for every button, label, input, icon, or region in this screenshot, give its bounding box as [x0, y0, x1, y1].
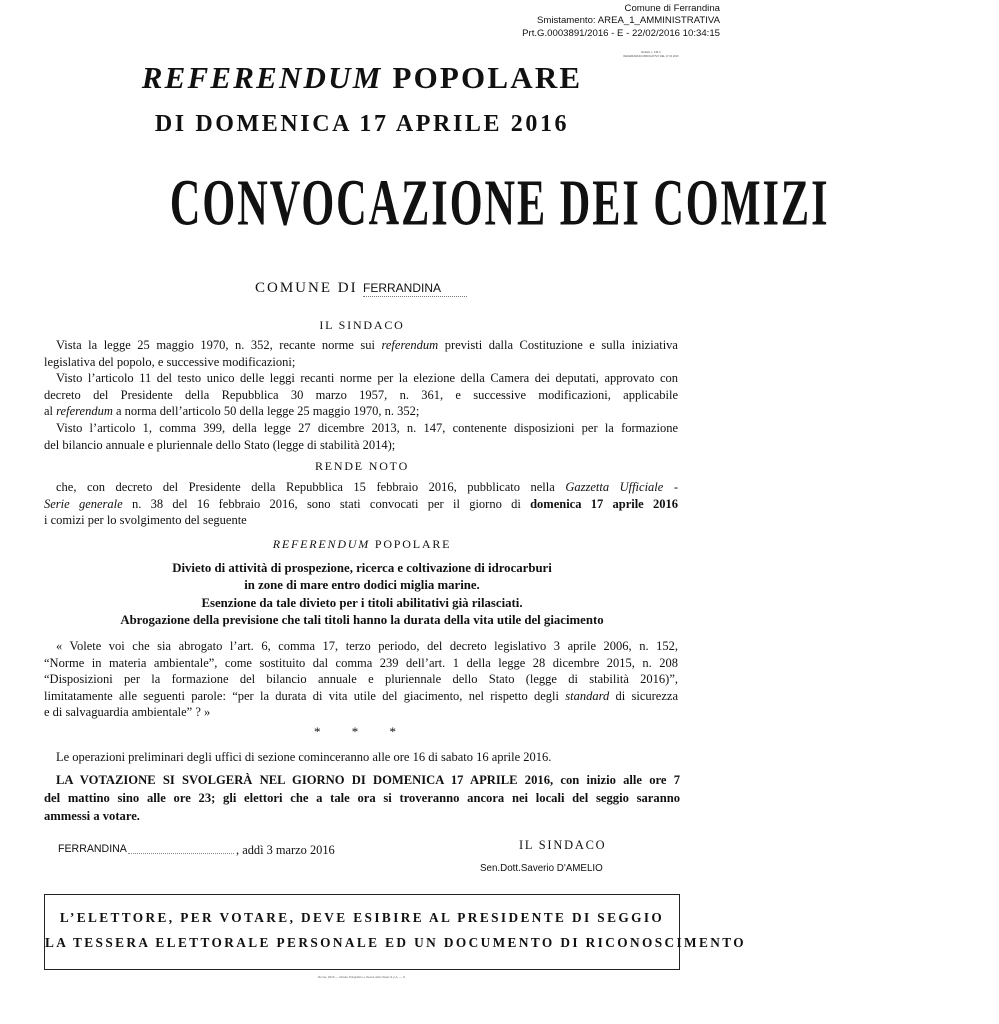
preamble-line: al referendum a norma dell’articolo 50 della legge 25 maggio 1970, n. 352; — [44, 404, 420, 419]
quesito-line: e di salvaguardia ambientale” ? » — [44, 705, 211, 720]
signature-place: FERRANDINA — [58, 843, 127, 855]
place-dotted-line — [128, 853, 234, 854]
notice — [44, 479, 678, 529]
box-line: L’ELETTORE, PER VOTARE, DEVE ESIBIRE AL PRESIDENTE DI SEGGIO — [59, 910, 665, 925]
question-line: Esenzione da tale divieto per i titoli abilitativi già rilasciati. — [201, 595, 523, 610]
operazioni-text — [44, 749, 678, 766]
question-line: Divieto di attività di prospezione, ricerca e coltivazione di idrocarburi — [172, 561, 552, 575]
votazione-line: ammessi a votare. — [44, 809, 140, 823]
quesito-line: “Norme in materia ambientale”, come sostituito dal comma 239 dell’art. 1 della legge 28 dicembre 2015, n. 208 — [44, 655, 678, 670]
operazioni-line: Le operazioni preliminari degli uffici di sezione cominceranno alle ore 16 di sabato 16 aprile 2016. — [56, 750, 552, 764]
sindaco-name: Sen.Dott.Saverio D'AMELIO — [480, 863, 603, 874]
question-line: in zone di mare entro dodici miglia marine. — [244, 578, 480, 593]
votazione-line: LA VOTAZIONE SI SVOLGERÀ NEL GIORNO DI DOMENICA 17 APRILE 2016, con inizio alle ore 7 — [56, 773, 680, 787]
main-title — [0, 158, 830, 248]
preamble-line: Visto l’articolo 11 del testo unico delle leggi recanti norme per la elezione della Camera dei deputati, approvato con — [56, 371, 678, 386]
printer-footer: Roma, 2016 — Istituto Poligrafico e Zecca dello Stato S.p.A. — S. — [318, 975, 406, 979]
sindaco-heading: IL SINDACO — [319, 318, 405, 332]
stamp-line: Prt.G.0003891/2016 - E - 22/02/2016 10:34:15 — [522, 27, 720, 39]
notice-line: che, con decreto del Presidente della Repubblica 15 febbraio 2016, pubblicato nella Gazzetta Ufficiale - — [56, 480, 678, 494]
quesito-line: “Disposizioni per la formazione del bilancio annuale e pluriennale dello Stato (legge di stabilità 2016)”, — [44, 672, 678, 687]
stamp-line: Smistamento: AREA_1_AMMINISTRATIVA — [536, 15, 720, 27]
comune-label: COMUNE DI — [255, 280, 358, 296]
preamble-line: Vista la legge 25 maggio 1970, n. 352, recante norme sui referendum previsti dalla Costituzione e sulla iniziativa — [56, 338, 678, 352]
referendum-heading: REFERENDUM POPOLARE — [272, 537, 452, 551]
quesito-line: « Volete voi che sia abrogato l’art. 6, comma 17, terzo periodo, del decreto legislativo 3 aprile 2006, n. 152, — [56, 639, 678, 653]
preamble — [44, 337, 678, 453]
quesito — [44, 638, 678, 721]
question-line: Abrogazione della previsione che tali titoli hanno la durata della vita utile del giacimento — [120, 613, 604, 628]
quesito-line: limitatamente alle seguenti parole: “per la durata di vita utile del giacimento, nel rispetto degli standard di sicurezza — [44, 688, 678, 703]
sindaco-signature-label: IL SINDACO — [519, 838, 607, 852]
separator-stars: * * * — [314, 724, 410, 739]
votazione-line: del mattino sino alle ore 23; gli elettori che a tale ora si troveranno ancora nei locali del seggio saranno — [44, 791, 680, 805]
voter-notice-box — [44, 894, 747, 970]
box-line: LA TESSERA ELETTORALE PERSONALE ED UN DOCUMENTO DI RICONOSCIMENTO — [45, 935, 747, 950]
main-title-text: CONVOCAZIONE DEI COMIZI — [169, 166, 830, 239]
notice-line: i comizi per lo svolgimento del seguente — [44, 513, 247, 528]
preamble-line: decreto del Presidente della Repubblica 30 marzo 1957, n. 361, e successive modificazioni, applicabile — [44, 387, 678, 402]
preamble-line: legislativa del popolo, e successive modificazioni; — [44, 354, 296, 369]
protocol-stamp — [522, 3, 720, 40]
signature-date: , addì 3 marzo 2016 — [236, 843, 335, 857]
comune-name: FERRANDINA — [363, 281, 467, 297]
stamp-line: Comune di Ferrandina — [624, 3, 720, 14]
title-referendum-popolare — [0, 58, 724, 98]
title-date: DI DOMENICA 17 APRILE 2016 — [154, 111, 570, 137]
question-title — [0, 560, 724, 630]
votazione-text — [44, 771, 680, 825]
preamble-line: Visto l’articolo 1, comma 399, della legge 27 dicembre 2013, n. 147, contenente disposizioni per la formazione — [56, 420, 678, 435]
notice-line: Serie generale n. 38 del 16 febbraio 2016, sono stati convocati per il giorno di domenica 17 aprile 2016 — [44, 496, 678, 511]
preamble-line: del bilancio annuale e pluriennale dello Stato (legge di stabilità 2014); — [44, 437, 396, 452]
model-code-line: Modello n. 148-C — [641, 51, 661, 54]
rende-noto-heading: RENDE NOTO — [314, 459, 410, 473]
title-referendum-word: REFERENDUM — [141, 60, 383, 95]
title-popolare-word: POPOLARE — [392, 60, 583, 95]
model-code-line: REFERENDUM ABROGATIVO DEL 17.04.2016 — [623, 55, 679, 58]
